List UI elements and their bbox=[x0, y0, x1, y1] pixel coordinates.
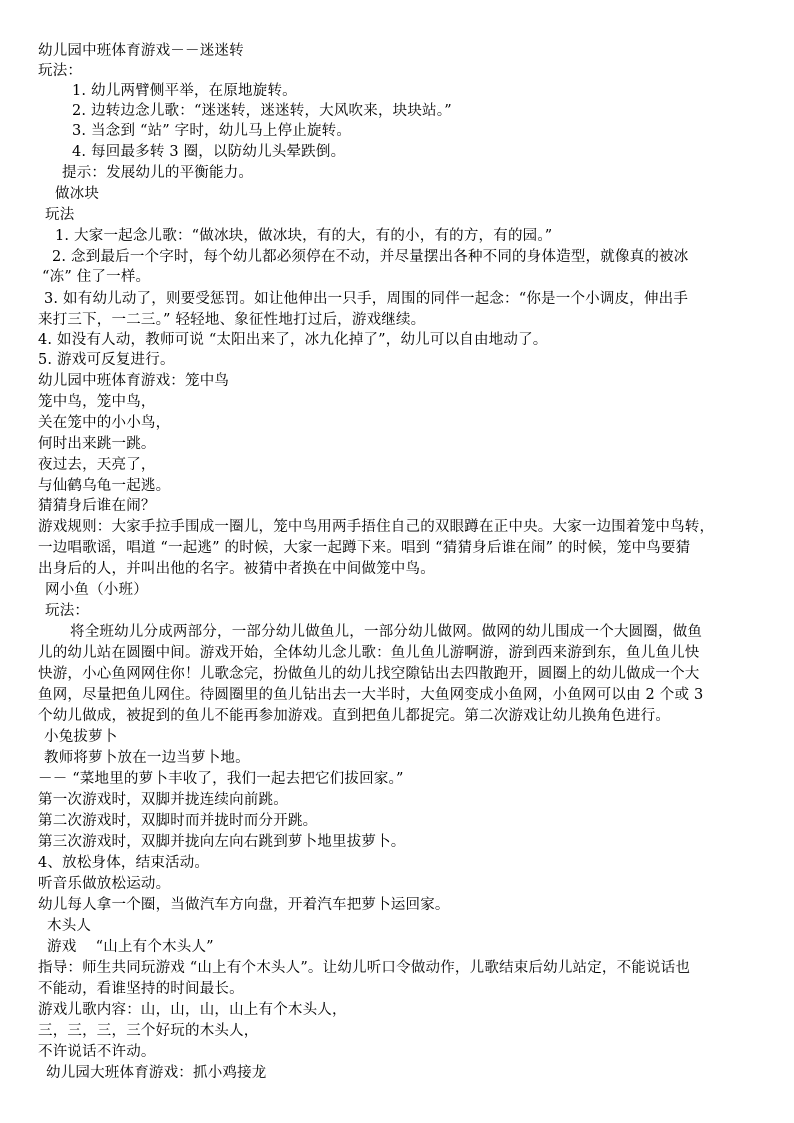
paragraph-line: 将全班幼儿分成两部分，一部分幼儿做鱼儿，一部分幼儿做网。做网的幼儿围成一个大圆圈，做鱼 bbox=[70, 624, 703, 640]
paragraph-line: －－ “菜地里的萝卜丰收了，我们一起去把它们拔回家。” bbox=[38, 771, 404, 787]
paragraph-line: 4、放松身体，结束活动。 bbox=[38, 855, 210, 871]
paragraph-line: 第一次游戏时，双脚并拢连续向前跳。 bbox=[38, 792, 288, 808]
paragraph-line: 教师将萝卜放在一边当萝卜地。 bbox=[44, 750, 250, 766]
paragraph-line: 鱼网，尽量把鱼儿网住。待圆圈里的鱼儿钻出去一大半时，大鱼网变成小鱼网，小鱼网可以由 2 个或 3 bbox=[38, 687, 704, 703]
section-title-zhuaxiaoji: 幼儿园大班体育游戏：抓小鸡接龙 bbox=[46, 1065, 267, 1081]
paragraph-line: 幼儿每人拿一个圈，当做汽车方向盘，开着汽车把萝卜运回家。 bbox=[38, 897, 450, 913]
rhyme-line: 三，三，三，三个好玩的木头人， bbox=[38, 1023, 259, 1039]
rule-line: “冻” 住了一样。 bbox=[42, 269, 151, 285]
section-title-longzhongniao: 幼儿园中班体育游戏：笼中鸟 bbox=[38, 373, 230, 389]
title-mimizhuan: 幼儿园中班体育游戏－－迷迷转 bbox=[38, 43, 244, 59]
paragraph-line: 不能动，看谁坚持的时间最长。 bbox=[38, 981, 244, 997]
game-name-line: 游戏 “山上有个木头人” bbox=[47, 939, 214, 955]
rule-line: 1. 大家一起念儿歌：“做冰块，做冰块，有的大，有的小，有的方，有的园。” bbox=[55, 228, 553, 244]
section-title-wangxiaoyu: 网小鱼（小班） bbox=[45, 582, 148, 598]
rule-line: 2. 念到最后一个字时，每个幼儿都必须停在不动，并尽量摆出各种不同的身体造型，就像真的被冰 bbox=[52, 249, 689, 265]
heading-wanfa: 玩法： bbox=[38, 63, 83, 79]
paragraph-line: 第二次游戏时，双脚时而并拢时而分开跳。 bbox=[38, 813, 318, 829]
section-title-batuluobo: 小兔拔萝卜 bbox=[44, 729, 118, 745]
rule-line: 4. 每回最多转 3 圈，以防幼儿头晕跌倒。 bbox=[72, 144, 346, 160]
rule-line: 游戏规则：大家手拉手围成一圈儿，笼中鸟用两手捂住自己的双眼蹲在正中央。大家一边围着笼中鸟转， bbox=[38, 519, 715, 535]
paragraph-line: 个幼儿做成，被捉到的鱼儿不能再参加游戏。直到把鱼儿都捉完。第二次游戏让幼儿换角色进行。 bbox=[38, 708, 671, 724]
paragraph-line: 第三次游戏时，双脚并拢向左向右跳到萝卜地里拔萝卜。 bbox=[38, 834, 406, 850]
rule-line: 3. 当念到 “站” 字时，幼儿马上停止旋转。 bbox=[72, 123, 352, 139]
rule-line: 一边唱歌谣，唱道 “一起逃” 的时候，大家一起蹲下来。唱到 “猜猜身后谁在闹” 的时候，笼中鸟要猜 bbox=[38, 540, 691, 556]
section-title-bingkuai: 做冰块 bbox=[55, 186, 100, 202]
heading-wanfa: 玩法 bbox=[45, 207, 75, 223]
paragraph-line: 儿的幼儿站在圆圈中间。游戏开始，全体幼儿念儿歌：鱼儿鱼儿游啊游，游到西来游到东，鱼儿鱼儿快 bbox=[38, 645, 700, 661]
rule-line: 5. 游戏可反复进行。 bbox=[38, 352, 175, 368]
rule-line: 来打三下，一二三。” 轻轻地、象征性地打过后，游戏继续。 bbox=[38, 312, 426, 328]
rhyme-line: 与仙鹤乌龟一起逃。 bbox=[38, 478, 171, 494]
rhyme-line: 夜过去，天亮了， bbox=[38, 457, 156, 473]
rule-line: 2. 边转边念儿歌：“迷迷转，迷迷转，大风吹来，块块站。” bbox=[72, 103, 452, 119]
rhyme-line: 何时出来跳一跳。 bbox=[38, 436, 156, 452]
heading-wanfa: 玩法： bbox=[45, 603, 90, 619]
rule-line: 4. 如没有人动，教师可说 “太阳出来了，冰九化掉了”，幼儿可以自由地动了。 bbox=[38, 332, 548, 348]
rule-line: 1. 幼儿两臂侧平举，在原地旋转。 bbox=[72, 83, 297, 99]
paragraph-line: 听音乐做放松运动。 bbox=[38, 876, 171, 892]
paragraph-line: 快游，小心鱼网网住你！儿歌念完，扮做鱼儿的幼儿找空隙钻出去四散跑开，圆圈上的幼儿做成一个大 bbox=[38, 666, 700, 682]
section-title-mutouren: 木头人 bbox=[47, 918, 92, 934]
rule-line: 3. 如有幼儿动了，则要受惩罚。如让他伸出一只手，周围的同伴一起念：“你是一个小调皮，伸出手 bbox=[44, 291, 689, 307]
rhyme-line: 关在笼中的小小鸟， bbox=[38, 415, 171, 431]
rhyme-line: 猜猜身后谁在闹？ bbox=[38, 498, 156, 514]
rhyme-line: 游戏儿歌内容：山，山，山，山上有个木头人， bbox=[38, 1002, 347, 1018]
rhyme-line: 不许说话不许动。 bbox=[38, 1044, 156, 1060]
rhyme-line: 笼中鸟，笼中鸟， bbox=[38, 394, 156, 410]
tip-line: 提示：发展幼儿的平衡能力。 bbox=[62, 165, 254, 181]
paragraph-line: 指导：师生共同玩游戏 “山上有个木头人”。让幼儿听口令做动作，儿歌结束后幼儿站定，不能说话也 bbox=[38, 960, 691, 976]
rule-line: 出身后的人，并叫出他的名字。被猜中者换在中间做笼中鸟。 bbox=[38, 561, 435, 577]
